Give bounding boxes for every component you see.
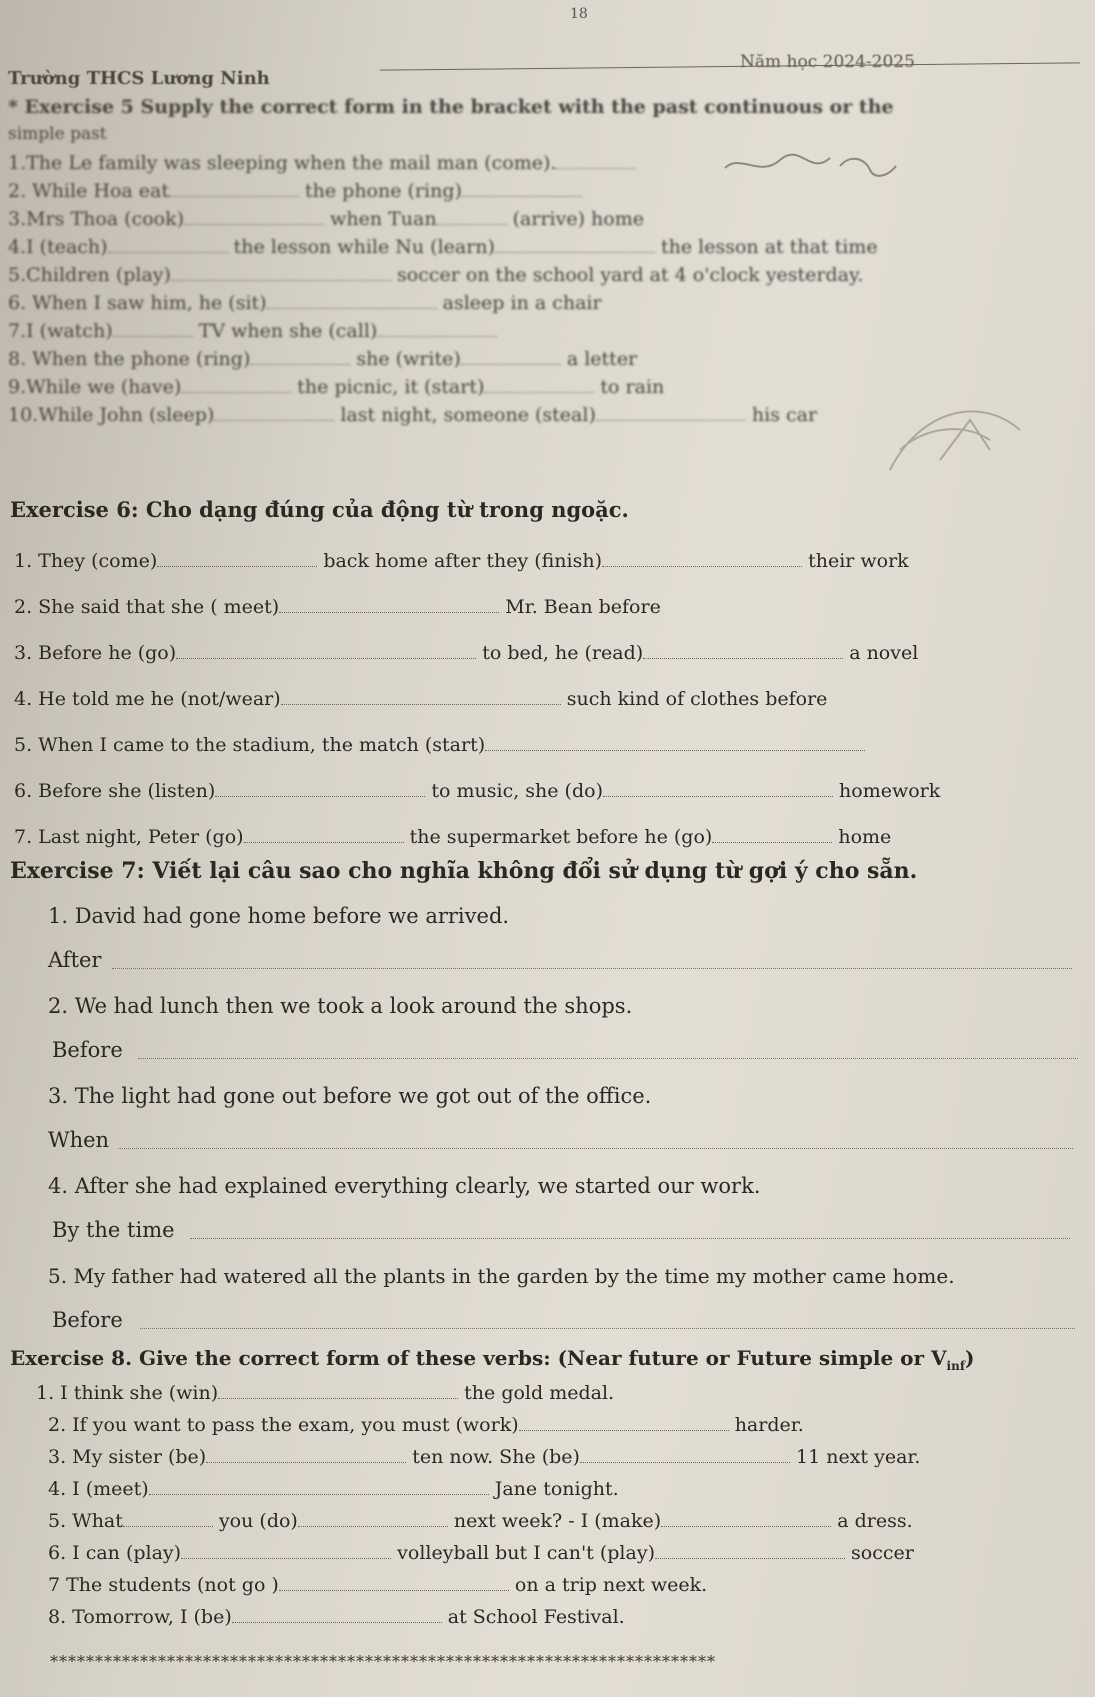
answer-blank[interactable] — [437, 208, 507, 225]
ex7-prompt-2: Before — [52, 1038, 123, 1062]
sketch-doodle — [880, 390, 1030, 480]
ex7-sentence-1: 1. David had gone home before we arrived. — [48, 904, 510, 928]
ex7-prompt-4: By the time — [52, 1218, 175, 1242]
ex5-item-3: 3.Mrs Thoa (cook) when Tuan (arrive) home — [8, 208, 644, 230]
answer-blank[interactable] — [298, 1510, 448, 1527]
answer-blank[interactable] — [279, 596, 499, 613]
ex8-item-3: 3. My sister (be) ten now. She (be) 11 next year. — [48, 1446, 921, 1468]
ex7-answer-line-2[interactable] — [138, 1058, 1078, 1059]
answer-blank[interactable] — [206, 1446, 406, 1463]
answer-blank[interactable] — [556, 152, 636, 169]
ex5-item-10: 10.While John (sleep) last night, someone (steal) his car — [8, 404, 818, 426]
handwriting-scribble — [720, 148, 900, 192]
ex5-item-4: 4.I (teach) the lesson while Nu (learn) the lesson at that time — [8, 236, 878, 258]
answer-blank[interactable] — [279, 1574, 509, 1591]
answer-blank[interactable] — [580, 1446, 790, 1463]
ex7-sentence-3: 3. The light had gone out before we got out of the office. — [48, 1084, 652, 1108]
ex7-sentence-4: 4. After she had explained everything clearly, we started our work. — [48, 1174, 761, 1198]
answer-blank[interactable] — [149, 1478, 489, 1495]
ex8-item-1: 1. I think she (win) the gold medal. — [36, 1382, 615, 1404]
footer-divider: ************************************************************************** — [50, 1652, 716, 1671]
answer-blank[interactable] — [462, 180, 582, 197]
answer-blank[interactable] — [181, 376, 291, 393]
ex7-answer-line-3[interactable] — [118, 1148, 1073, 1149]
answer-blank[interactable] — [267, 292, 437, 309]
answer-blank[interactable] — [602, 550, 802, 567]
school-year: Năm học 2024-2025 — [740, 52, 915, 72]
ex8-item-7: 7 The students (not go ) on a trip next week. — [48, 1574, 708, 1596]
ex8-item-6: 6. I can (play) volleyball but I can't (play) soccer — [48, 1542, 914, 1564]
ex7-answer-line-1[interactable] — [112, 968, 1072, 969]
ex8-item-8: 8. Tomorrow, I (be) at School Festival. — [48, 1606, 625, 1628]
ex6-item-7: 7. Last night, Peter (go) the supermarket before he (go) home — [14, 826, 892, 848]
answer-blank[interactable] — [485, 734, 865, 751]
ex7-sentence-2: 2. We had lunch then we took a look around the shops. — [48, 994, 633, 1018]
school-name: Trường THCS Lương Ninh — [8, 68, 270, 89]
answer-blank[interactable] — [215, 780, 425, 797]
answer-blank[interactable] — [281, 688, 561, 705]
ex7-answer-line-4[interactable] — [190, 1238, 1070, 1239]
ex5-item-1: 1.The Le family was sleeping when the mail man (come). — [8, 152, 636, 174]
answer-blank[interactable] — [232, 1606, 442, 1623]
answer-blank[interactable] — [603, 780, 833, 797]
ex7-sentence-5: 5. My father had watered all the plants in the garden by the time my mother came home. — [48, 1264, 955, 1288]
answer-blank[interactable] — [655, 1542, 845, 1559]
answer-blank[interactable] — [169, 180, 299, 197]
answer-blank[interactable] — [218, 1382, 458, 1399]
exercise-8-title: Exercise 8. Give the correct form of these verbs: (Near future or Future simple or $V_{inf}$) — [10, 1346, 975, 1373]
answer-blank[interactable] — [157, 550, 317, 567]
page-number: 18 — [570, 6, 588, 22]
ex7-answer-line-5[interactable] — [140, 1328, 1075, 1329]
ex7-prompt-5: Before — [52, 1308, 123, 1332]
ex5-item-2: 2. While Hoa eat the phone (ring) — [8, 180, 582, 202]
answer-blank[interactable] — [596, 404, 746, 421]
ex6-item-1: 1. They (come) back home after they (finish) their work — [14, 550, 909, 572]
header-rule — [380, 62, 1080, 70]
ex5-item-6: 6. When I saw him, he (sit) asleep in a chair — [8, 292, 602, 314]
exercise-7-title: Exercise 7: Viết lại câu sao cho nghĩa không đổi sử dụng từ gợi ý cho sẵn. — [10, 858, 918, 884]
ex6-item-4: 4. He told me he (not/wear) such kind of clothes before — [14, 688, 828, 710]
answer-blank[interactable] — [108, 236, 228, 253]
answer-blank[interactable] — [214, 404, 334, 421]
ex5-item-5: 5.Children (play) soccer on the school yard at 4 o'clock yesterday. — [8, 264, 864, 286]
ex8-item-5: 5. What you (do) next week? - I (make) a dress. — [48, 1510, 913, 1532]
exercise-5-title: * Exercise 5 Supply the correct form in the bracket with the past continuous or the — [8, 96, 894, 118]
ex5-item-9: 9.While we (have) the picnic, it (start) to rain — [8, 376, 665, 398]
answer-blank[interactable] — [171, 264, 391, 281]
answer-blank[interactable] — [123, 1510, 213, 1527]
ex6-item-5: 5. When I came to the stadium, the match (start) — [14, 734, 865, 756]
answer-blank[interactable] — [519, 1414, 729, 1431]
ex6-item-3: 3. Before he (go) to bed, he (read) a novel — [14, 642, 919, 664]
ex6-item-2: 2. She said that she ( meet) Mr. Bean before — [14, 596, 661, 618]
ex7-prompt-1: After — [48, 948, 102, 972]
ex8-item-4: 4. I (meet) Jane tonight. — [48, 1478, 619, 1500]
answer-blank[interactable] — [461, 348, 561, 365]
answer-blank[interactable] — [181, 1542, 391, 1559]
answer-blank[interactable] — [176, 642, 476, 659]
ex6-item-6: 6. Before she (listen) to music, she (do) homework — [14, 780, 941, 802]
answer-blank[interactable] — [484, 376, 594, 393]
answer-blank[interactable] — [712, 826, 832, 843]
answer-blank[interactable] — [643, 642, 843, 659]
ex5-item-7: 7.I (watch) TV when she (call) — [8, 320, 497, 342]
answer-blank[interactable] — [244, 826, 404, 843]
ex5-item-8: 8. When the phone (ring) she (write) a letter — [8, 348, 638, 370]
answer-blank[interactable] — [250, 348, 350, 365]
answer-blank[interactable] — [377, 320, 497, 337]
answer-blank[interactable] — [495, 236, 655, 253]
exercise-5-title-cont: simple past — [8, 124, 107, 144]
answer-blank[interactable] — [661, 1510, 831, 1527]
exercise-6-title: Exercise 6: Cho dạng đúng của động từ trong ngoặc. — [10, 497, 629, 522]
answer-blank[interactable] — [184, 208, 324, 225]
ex8-item-2: 2. If you want to pass the exam, you must (work) harder. — [48, 1414, 804, 1436]
answer-blank[interactable] — [113, 320, 193, 337]
ex7-prompt-3: When — [48, 1128, 110, 1152]
